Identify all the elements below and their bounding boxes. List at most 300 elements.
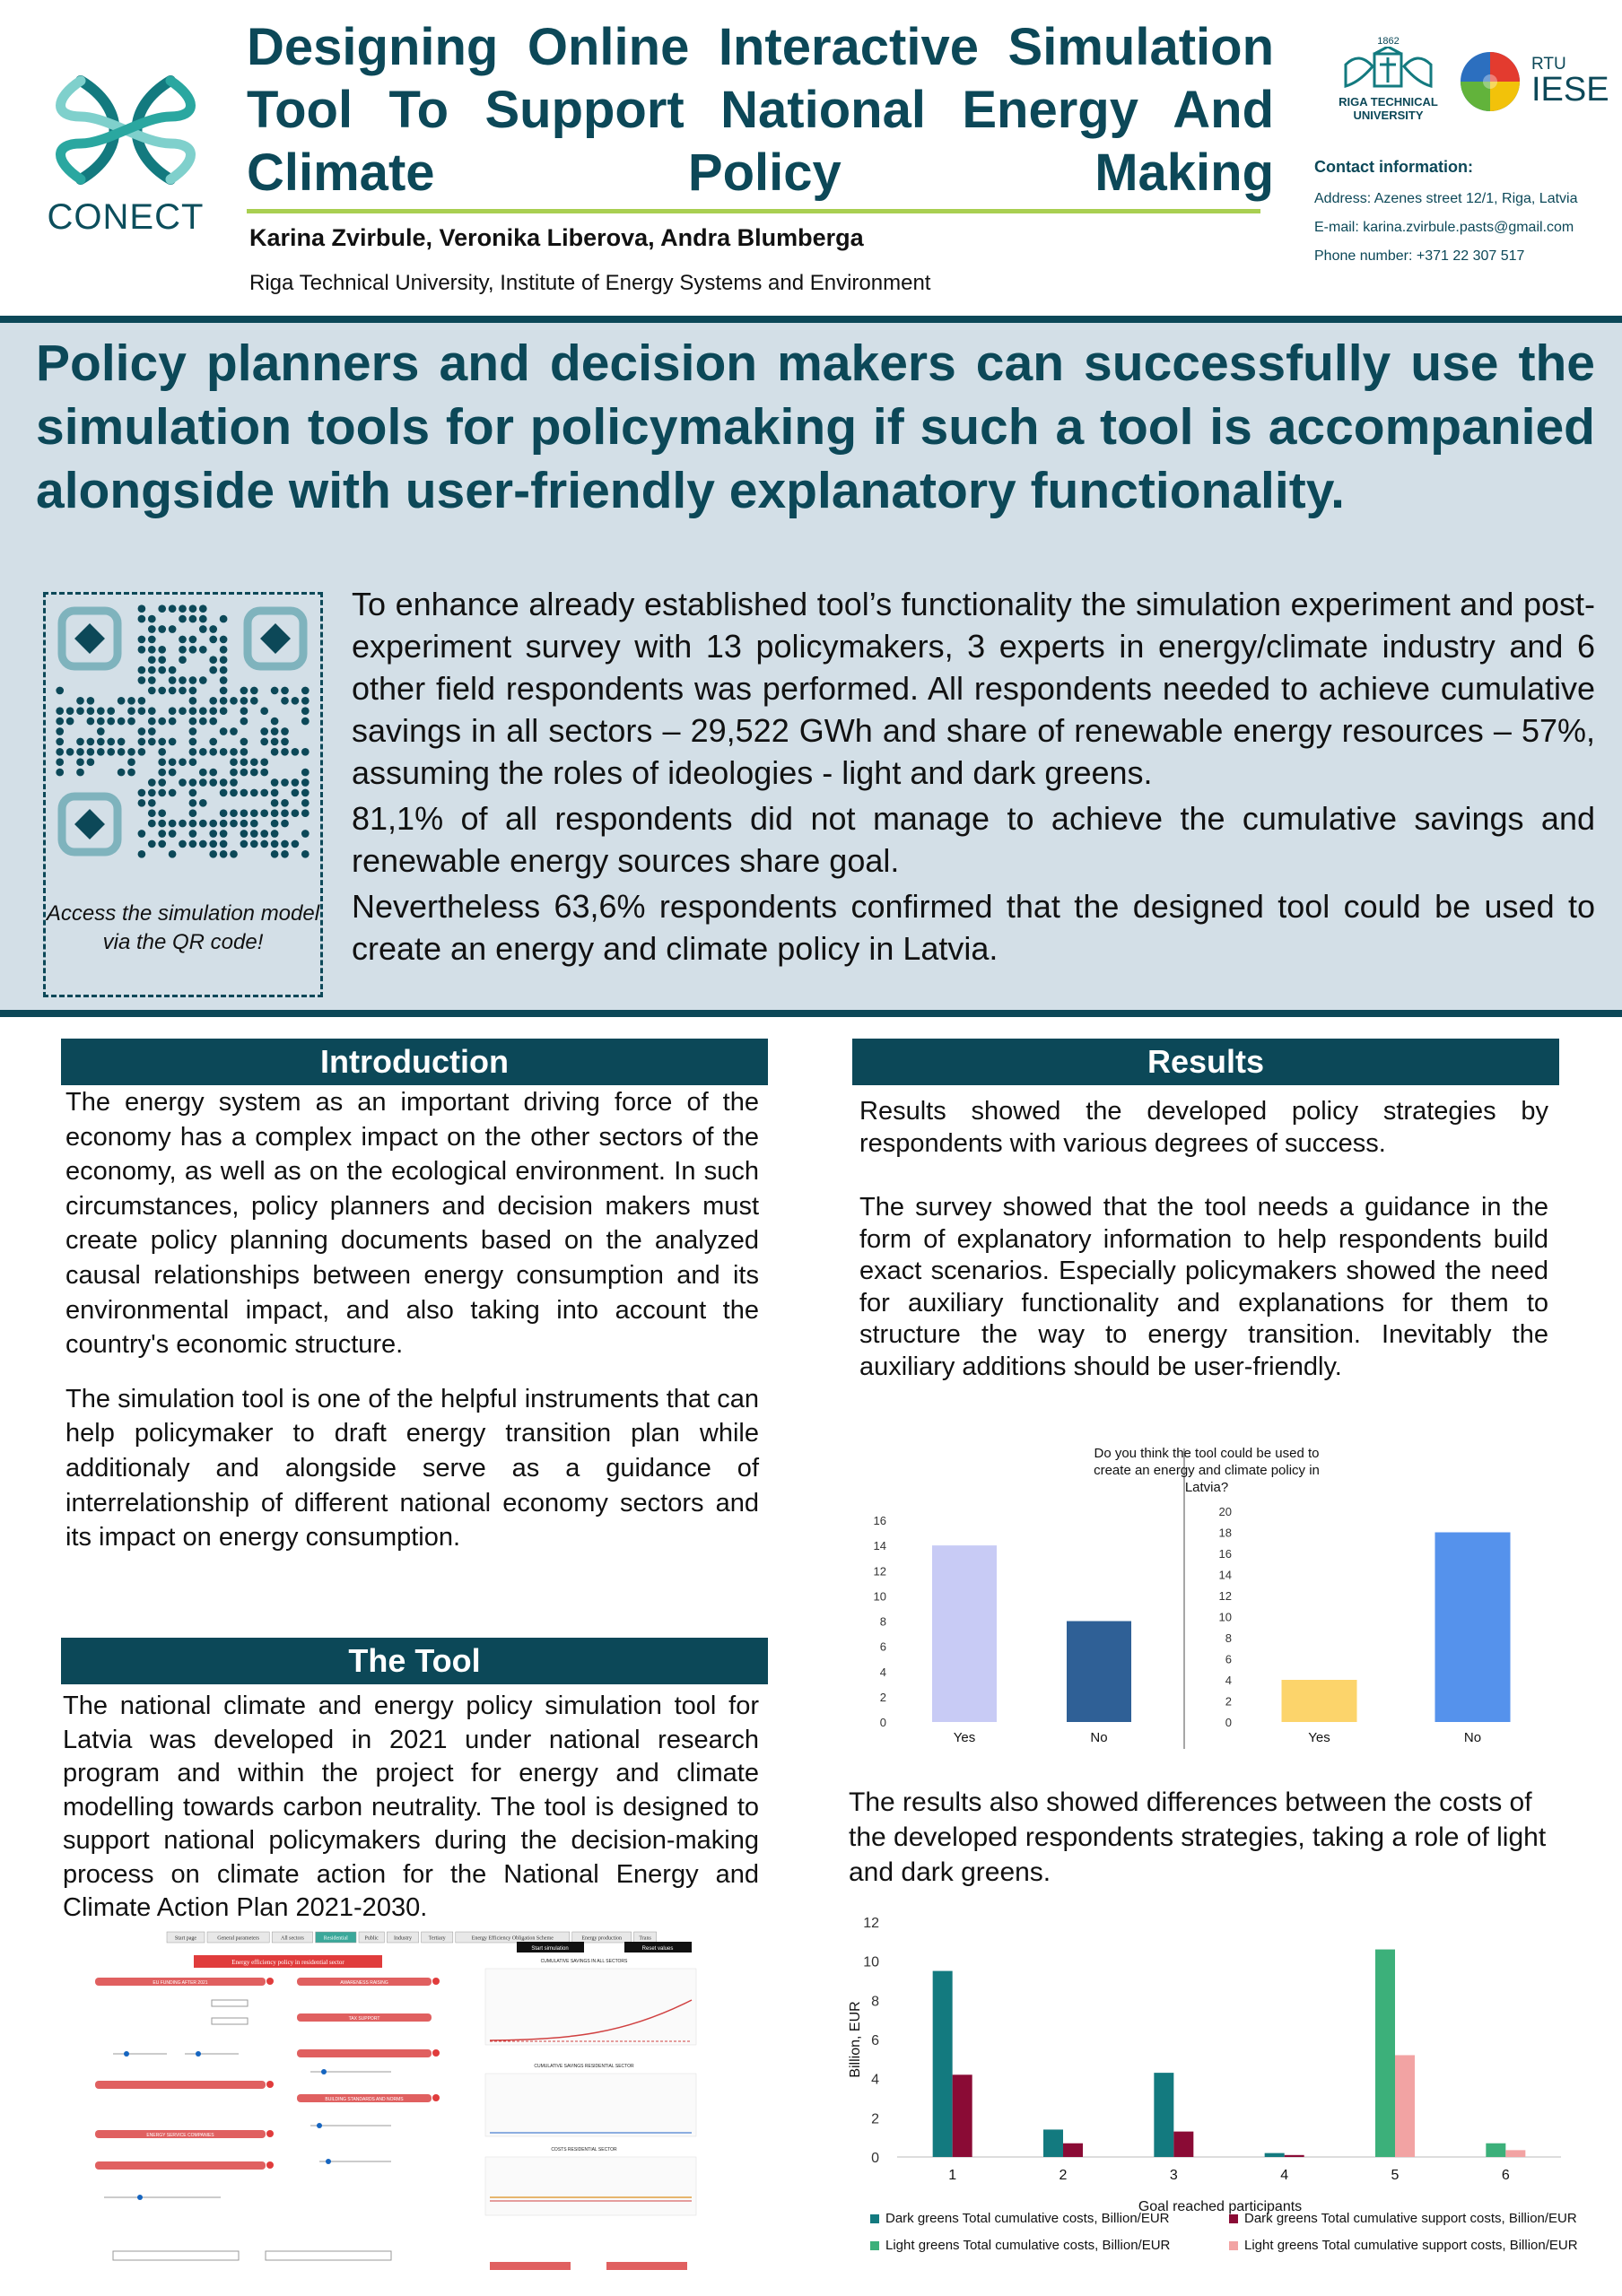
- qr-dot: [250, 789, 258, 797]
- y-tick-label: 2: [879, 1690, 886, 1704]
- contact-info: [1314, 152, 1615, 271]
- qr-dot: [148, 676, 156, 684]
- qr-dot: [138, 799, 146, 807]
- qr-dot: [220, 778, 228, 787]
- tool-body: [63, 1690, 759, 1945]
- qr-dot: [281, 809, 289, 817]
- y-tick-label: 2: [871, 2111, 879, 2127]
- qr-dot: [158, 789, 166, 797]
- qr-dot: [158, 769, 166, 777]
- qr-dot: [189, 646, 197, 654]
- qr-dot: [107, 738, 115, 746]
- qr-dot: [292, 748, 300, 756]
- qr-dot: [260, 830, 268, 838]
- qr-dot: [240, 748, 249, 756]
- y-tick-label: 14: [1218, 1568, 1232, 1582]
- y-tick-label: 16: [873, 1514, 886, 1527]
- qr-dot: [271, 789, 279, 797]
- qr-dot: [138, 738, 146, 746]
- qr-dot: [292, 789, 300, 797]
- y-tick-label: 8: [871, 1994, 879, 2010]
- qr-dot: [281, 727, 289, 735]
- qr-dot: [127, 748, 135, 756]
- qr-dot: [189, 758, 197, 766]
- qr-dot: [189, 820, 197, 828]
- qr-dot: [158, 809, 166, 817]
- qr-dot: [158, 625, 166, 633]
- qr-dot: [271, 850, 279, 858]
- bar: [1063, 2144, 1083, 2157]
- qr-dot: [138, 636, 146, 644]
- qr-dot: [148, 666, 156, 674]
- qr-dot: [179, 656, 187, 664]
- y-tick-label: 10: [863, 1954, 879, 1970]
- sim-section-eu: EU FUNDING AFTER 2021: [153, 1980, 208, 1986]
- y-tick-label: 4: [1225, 1674, 1232, 1687]
- qr-dot: [148, 718, 156, 726]
- qr-dot: [301, 697, 310, 705]
- qr-dot: [118, 748, 126, 756]
- qr-dot: [240, 820, 249, 828]
- qr-dot: [169, 758, 177, 766]
- x-tick-label: No: [1463, 1730, 1482, 1745]
- qr-dot: [301, 687, 310, 695]
- legend-swatch: [870, 2241, 879, 2250]
- qr-dot: [240, 769, 249, 777]
- qr-dot: [66, 748, 74, 756]
- qr-dot: [158, 718, 166, 726]
- qr-dot: [169, 687, 177, 695]
- qr-dot: [138, 850, 146, 858]
- chart-goal-achieved: [1219, 1440, 1574, 1745]
- rtu-name-line2: UNIVERSITY: [1353, 109, 1424, 122]
- qr-dot: [250, 769, 258, 777]
- qr-dot: [66, 707, 74, 715]
- qr-dot: [138, 748, 146, 756]
- qr-dot: [127, 697, 135, 705]
- summary: [352, 583, 1595, 970]
- qr-dot: [220, 666, 228, 674]
- sim-chart1-title: CUMULATIVE SAVINGS IN ALL SECTORS: [540, 1959, 628, 1964]
- bar: [1375, 1950, 1395, 2157]
- qr-dot: [169, 738, 177, 746]
- qr-dot: [240, 697, 249, 705]
- qr-dot: [199, 707, 207, 715]
- legend-item-light-total: [870, 2238, 1170, 2253]
- qr-dot: [158, 820, 166, 828]
- y-tick-label: 2: [1225, 1694, 1232, 1709]
- qr-dot: [199, 625, 207, 633]
- contact-address: Address: Azenes street 12/1, Riga, Latvia: [1314, 191, 1578, 206]
- qr-dot: [301, 830, 310, 838]
- sim-tab-label: Industry: [394, 1935, 412, 1942]
- legend-label: Light greens Total cumulative support costs, Billion/EUR: [1244, 2238, 1578, 2253]
- qr-dot: [301, 809, 310, 817]
- qr-dot: [199, 615, 207, 623]
- qr-dot: [301, 850, 310, 858]
- qr-dot: [230, 850, 238, 858]
- qr-dot: [158, 646, 166, 654]
- qr-dot: [107, 718, 115, 726]
- qr-dot: [97, 748, 105, 756]
- y-tick-label: 16: [1218, 1547, 1232, 1561]
- qr-dot: [250, 820, 258, 828]
- y-tick-label: 8: [1225, 1631, 1232, 1645]
- qr-dot: [148, 809, 156, 817]
- qr-dot: [281, 840, 289, 848]
- qr-dot: [148, 738, 156, 746]
- legend-item-dark-total: [870, 2211, 1170, 2226]
- qr-dot: [179, 840, 187, 848]
- qr-dot: [107, 748, 115, 756]
- qr-dot: [148, 799, 156, 807]
- qr-dot: [209, 830, 217, 838]
- qr-dot: [220, 676, 228, 684]
- qr-dot: [56, 707, 64, 715]
- qr-dot: [281, 738, 289, 746]
- qr-dot: [189, 778, 197, 787]
- qr-dot: [169, 850, 177, 858]
- qr-dot: [271, 718, 279, 726]
- qr-dot: [260, 769, 268, 777]
- bar: [1067, 1622, 1131, 1723]
- qr-dot: [199, 840, 207, 848]
- qr-dot: [56, 687, 64, 695]
- poster-title: Designing Online Interactive Simulation Tool To Support National Energy And Climate Policy Making: [247, 18, 1274, 202]
- qr-dot: [199, 799, 207, 807]
- qr-dot: [281, 799, 289, 807]
- results-paragraph-3: The results also showed differences between the costs of the developed respondents strategies, taking a role of light and dark greens.: [849, 1787, 1547, 1887]
- qr-dot: [220, 820, 228, 828]
- qr-dot: [301, 748, 310, 756]
- qr-dot: [220, 850, 228, 858]
- headline: Policy planners and decision makers can successfully use the simulation tools for policymaking if such a tool is accompanied alongside with user-friendly explanatory functionality.: [36, 335, 1595, 519]
- chart-title-line: Do you think the tool could be used to: [1094, 1446, 1320, 1461]
- qr-dot: [179, 778, 187, 787]
- qr-dot: [220, 636, 228, 644]
- qr-dot: [271, 820, 279, 828]
- introduction-heading: Introduction: [61, 1039, 768, 1085]
- bar: [1486, 2144, 1505, 2157]
- bar: [953, 2074, 972, 2157]
- qr-dot: [179, 707, 187, 715]
- qr-dot: [271, 748, 279, 756]
- cost-chart: [843, 1910, 1579, 2256]
- y-tick-label: 0: [879, 1716, 886, 1729]
- y-tick-label: 6: [879, 1639, 886, 1654]
- qr-dot: [127, 707, 135, 715]
- simulation-interface: [86, 1928, 714, 2274]
- qr-dot: [209, 778, 217, 787]
- sim-start-button: Start simulation: [531, 1946, 569, 1952]
- qr-dot: [271, 778, 279, 787]
- qr-dot: [179, 820, 187, 828]
- y-tick-label: 18: [1218, 1526, 1232, 1540]
- qr-dot: [260, 840, 268, 848]
- qr-dot: [281, 850, 289, 858]
- simulation-tool-screenshot: [86, 1928, 714, 2274]
- qr-dot: [199, 778, 207, 787]
- qr-dot: [138, 830, 146, 838]
- legend-item-light-support: [1229, 2238, 1578, 2253]
- qr-dot: [148, 615, 156, 623]
- chart-title-line: Latvia?: [1184, 1480, 1229, 1495]
- qr-dot: [240, 718, 249, 726]
- qr-dot: [138, 615, 146, 623]
- qr-dot: [220, 830, 228, 838]
- y-tick-label: 4: [871, 2072, 879, 2088]
- legend-label: Light greens Total cumulative costs, Billion/EUR: [885, 2238, 1171, 2253]
- tool-paragraph-1: The national climate and energy policy simulation tool for Latvia was developed in 2021 under national research program and within the project for energy and climate modelling towards carbon neutrality. The tool is designed to support national policymakers during the decision-making process on climate action for the National Energy and Climate Action Plan 2021-2030.: [63, 1692, 759, 1922]
- qr-dot: [169, 666, 177, 674]
- qr-dot: [148, 727, 156, 735]
- y-tick-label: 4: [879, 1665, 886, 1679]
- qr-dot: [179, 687, 187, 695]
- qr-dot: [209, 820, 217, 828]
- qr-dot: [240, 687, 249, 695]
- qr-dot: [158, 758, 166, 766]
- qr-dot: [138, 604, 146, 613]
- qr-dot: [189, 697, 197, 705]
- qr-dot: [199, 748, 207, 756]
- qr-dot: [301, 778, 310, 787]
- qr-dot: [158, 830, 166, 838]
- qr-dot: [301, 769, 310, 777]
- qr-dot: [66, 718, 74, 726]
- bar: [933, 1971, 953, 2157]
- sim-tab-label: Public: [364, 1935, 379, 1942]
- qr-dot: [220, 687, 228, 695]
- qr-dot: [230, 809, 238, 817]
- qr-dot: [230, 748, 238, 756]
- qr-dot: [76, 769, 84, 777]
- y-tick-label: 14: [873, 1539, 886, 1553]
- conect-logo-text: CONECT: [47, 197, 205, 237]
- qr-dot: [260, 707, 268, 715]
- qr-dot: [138, 646, 146, 654]
- qr-code-icon[interactable]: [55, 604, 310, 859]
- qr-dot: [138, 789, 146, 797]
- legend-swatch: [870, 2214, 879, 2223]
- qr-dot: [118, 718, 126, 726]
- qr-dot: [158, 840, 166, 848]
- qr-dot: [220, 646, 228, 654]
- x-tick-label: 2: [1059, 2168, 1068, 2183]
- qr-dot: [148, 656, 156, 664]
- qr-dot: [250, 830, 258, 838]
- y-tick-label: 0: [871, 2151, 879, 2166]
- qr-dot: [230, 697, 238, 705]
- qr-dot: [189, 615, 197, 623]
- qr-dot: [199, 646, 207, 654]
- legend-label: Dark greens Total cumulative costs, Billion/EUR: [885, 2211, 1170, 2226]
- x-tick-label: 5: [1391, 2168, 1400, 2183]
- legend-swatch: [1229, 2214, 1238, 2223]
- qr-dot: [199, 718, 207, 726]
- introduction-body: [65, 1085, 759, 1575]
- qr-dot: [158, 778, 166, 787]
- tool-heading: The Tool: [61, 1638, 768, 1684]
- contact-phone: Phone number: +371 22 307 517: [1314, 248, 1525, 264]
- sim-chart3-title: COSTS RESIDENTIAL SECTOR: [551, 2147, 617, 2152]
- x-tick-label: No: [1090, 1730, 1108, 1745]
- sim-chart2-title: CUMULATIVE SAVINGS RESIDENTIAL SECTOR: [534, 2064, 634, 2069]
- authors: Karina Zvirbule, Veronika Liberova, Andra Blumberga: [249, 224, 864, 251]
- qr-dot: [301, 789, 310, 797]
- qr-dot: [179, 676, 187, 684]
- legend-item-dark-support: [1229, 2211, 1577, 2226]
- bar: [1395, 2055, 1415, 2157]
- qr-dot: [189, 809, 197, 817]
- results-heading: Results: [852, 1039, 1559, 1085]
- qr-dot: [292, 697, 300, 705]
- qr-dot: [281, 820, 289, 828]
- qr-dot: [189, 840, 197, 848]
- title-underline: [247, 209, 1260, 213]
- qr-dot: [240, 840, 249, 848]
- qr-dot: [118, 769, 126, 777]
- qr-dot: [56, 748, 64, 756]
- qr-dot: [179, 604, 187, 613]
- qr-dot: [281, 697, 289, 705]
- qr-dot: [220, 707, 228, 715]
- sim-section-tax: TAX SUPPORT: [348, 2016, 380, 2022]
- x-tick-label: 3: [1169, 2168, 1178, 2183]
- qr-dot: [260, 727, 268, 735]
- qr-dot: [56, 718, 64, 726]
- iese-label: IESE: [1531, 71, 1609, 109]
- qr-dot: [169, 830, 177, 838]
- qr-dot: [260, 758, 268, 766]
- qr-dot: [189, 718, 197, 726]
- sim-tab-label: Energy production: [581, 1935, 623, 1942]
- summary-paragraph-2: 81,1% of all respondents did not manage to achieve the cumulative savings and renewable energy sources share goal.: [352, 800, 1595, 879]
- qr-dot: [250, 758, 258, 766]
- qr-dot: [250, 687, 258, 695]
- bar: [1285, 2155, 1304, 2157]
- qr-dot: [158, 604, 166, 613]
- qr-dot: [230, 778, 238, 787]
- qr-dot: [240, 738, 249, 746]
- qr-dot: [148, 789, 156, 797]
- qr-dot: [220, 840, 228, 848]
- qr-dot: [209, 840, 217, 848]
- qr-dot: [179, 646, 187, 654]
- results-paragraph-2: The survey showed that the tool needs a guidance in the form of explanatory information to help respondents build exact scenarios. Especially policymakers showed the need for auxiliary functionality and explanations for them to structure the way to energy transition. Inevitably the auxiliary additions should be user-friendly.: [859, 1193, 1548, 1381]
- qr-dot: [301, 799, 310, 807]
- qr-dot: [220, 727, 228, 735]
- qr-dot: [169, 604, 177, 613]
- conect-logo: [45, 63, 206, 242]
- qr-dot: [169, 718, 177, 726]
- qr-dot: [97, 738, 105, 746]
- qr-dot: [199, 769, 207, 777]
- y-tick-label: 6: [1225, 1652, 1232, 1666]
- summary-paragraph-3: Nevertheless 63,6% respondents confirmed that the designed tool could be used to create an energy and climate policy in Latvia.: [352, 888, 1595, 967]
- qr-dot: [220, 615, 228, 623]
- qr-dot: [189, 676, 197, 684]
- qr-dot: [260, 809, 268, 817]
- qr-dot: [240, 789, 249, 797]
- sim-tab-label: Trans: [639, 1935, 651, 1942]
- qr-dot: [148, 636, 156, 644]
- qr-dot: [148, 707, 156, 715]
- qr-dot: [292, 809, 300, 817]
- qr-dot: [220, 748, 228, 756]
- y-tick-label: 6: [871, 2033, 879, 2048]
- qr-dot: [260, 738, 268, 746]
- qr-dot: [230, 769, 238, 777]
- qr-dot: [230, 789, 238, 797]
- qr-dot: [220, 697, 228, 705]
- x-tick-label: 4: [1280, 2168, 1289, 2183]
- qr-dot: [169, 625, 177, 633]
- qr-dot: [250, 840, 258, 848]
- qr-dot: [220, 809, 228, 817]
- qr-dot: [240, 758, 249, 766]
- qr-dot: [209, 769, 217, 777]
- puzzle-globe-icon: [1458, 49, 1522, 114]
- qr-dot: [148, 778, 156, 787]
- qr-dot: [209, 850, 217, 858]
- introduction-paragraph-1: The energy system as an important driving force of the economy has a complex impact on the other sectors of the economy, as well as on the ecological environment. In such circumstances, policy planners and decision makers must create policy planning documents based on the analyzed causal relationships between energy consumption and its environmental impact, and also taking into account the country's economic structure.: [65, 1088, 759, 1360]
- sim-reset-button: Reset values: [641, 1946, 674, 1952]
- qr-dot: [189, 727, 197, 735]
- qr-dot: [138, 676, 146, 684]
- qr-dot: [189, 830, 197, 838]
- qr-dot: [209, 748, 217, 756]
- qr-dot: [189, 687, 197, 695]
- rtu-name-line1: RIGA TECHNICAL: [1339, 95, 1438, 109]
- qr-dot: [250, 809, 258, 817]
- bar: [932, 1545, 997, 1722]
- sim-tab-label: Energy Efficiency Obligation Scheme: [471, 1935, 554, 1942]
- results-paragraph-1: Results showed the developed policy strategies by respondents with various degrees of success.: [859, 1097, 1548, 1158]
- qr-dot: [230, 820, 238, 828]
- qr-dot: [76, 697, 84, 705]
- qr-dot: [271, 799, 279, 807]
- conect-knot-icon: [45, 63, 206, 197]
- qr-dot: [240, 707, 249, 715]
- qr-dot: [76, 748, 84, 756]
- qr-dot: [260, 789, 268, 797]
- qr-dot: [209, 666, 217, 674]
- qr-dot: [158, 738, 166, 746]
- qr-dot: [189, 799, 197, 807]
- qr-dot: [97, 727, 105, 735]
- qr-dot: [230, 727, 238, 735]
- qr-dot: [158, 748, 166, 756]
- qr-dot: [138, 727, 146, 735]
- qr-dot: [169, 769, 177, 777]
- qr-dot: [56, 727, 64, 735]
- x-tick-label: Yes: [953, 1730, 976, 1745]
- qr-dot: [118, 738, 126, 746]
- qr-dot: [97, 707, 105, 715]
- qr-dot: [87, 758, 95, 766]
- qr-dot: [179, 636, 187, 644]
- key-message-banner: [0, 316, 1622, 1017]
- qr-dot: [148, 646, 156, 654]
- qr-dot: [87, 707, 95, 715]
- qr-dot: [189, 636, 197, 644]
- qr-dot: [56, 758, 64, 766]
- qr-dot: [169, 707, 177, 715]
- qr-dot: [158, 687, 166, 695]
- qr-dot: [220, 789, 228, 797]
- qr-dot: [138, 666, 146, 674]
- survey-charts: [857, 1439, 1574, 1758]
